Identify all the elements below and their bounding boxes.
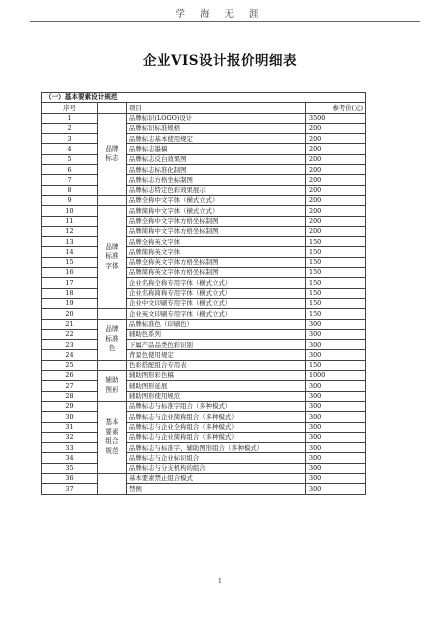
item-price: 200 <box>306 144 366 154</box>
row-number: 10 <box>42 206 98 216</box>
row-number: 31 <box>42 422 98 432</box>
item-price: 3500 <box>306 113 366 123</box>
item-price: 300 <box>306 381 366 391</box>
column-header-item: 项目 <box>127 103 306 113</box>
table-row <box>42 288 366 298</box>
item-name: 品牌标志方格坐标制图 <box>127 175 306 185</box>
table-row <box>42 216 366 226</box>
table-row <box>42 360 366 370</box>
item-price: 150 <box>306 360 366 370</box>
item-name: 品牌标志反白效果图 <box>127 154 306 164</box>
row-number: 20 <box>42 309 98 319</box>
item-name: 品牌全称中文字体（横式立式） <box>127 195 306 205</box>
row-number: 14 <box>42 247 98 257</box>
row-number: 3 <box>42 134 98 144</box>
table-row <box>42 154 366 164</box>
item-price: 300 <box>306 422 366 432</box>
row-number: 6 <box>42 165 98 175</box>
item-name: 辅助图形使用规范 <box>127 391 306 401</box>
item-price: 300 <box>306 329 366 339</box>
table-row <box>42 278 366 288</box>
row-number: 17 <box>42 278 98 288</box>
item-price: 200 <box>306 154 366 164</box>
section-title-row <box>42 93 366 103</box>
item-name: 品牌标志与企业简称组合（多种模式） <box>127 432 306 442</box>
item-price: 300 <box>306 432 366 442</box>
row-number: 27 <box>42 381 98 391</box>
item-price: 1000 <box>306 371 366 381</box>
item-price: 300 <box>306 350 366 360</box>
table-row <box>42 443 366 453</box>
item-name: 品牌标准色（印刷色） <box>127 319 306 329</box>
price-table <box>41 92 366 495</box>
category-cell: 品牌 标准 色 <box>98 319 127 360</box>
table-row <box>42 401 366 411</box>
item-price: 200 <box>306 165 366 175</box>
item-name: 基本要素禁止组合模式 <box>127 473 306 483</box>
category-cell: 品牌 标志 <box>98 113 127 195</box>
item-name: 色彩搭配组合专用表 <box>127 360 306 370</box>
item-name: 品牌简称中文字体方格坐标制图 <box>127 226 306 236</box>
table-row <box>42 453 366 463</box>
table-row <box>42 123 366 133</box>
table-row <box>42 226 366 236</box>
item-name: 品牌标志基本使用规定 <box>127 134 306 144</box>
item-name: 品牌标志与标准字、辅助图形组合（多种模式） <box>127 443 306 453</box>
row-number: 32 <box>42 432 98 442</box>
running-header: 学 海 无 涯 <box>175 9 265 20</box>
item-name: 禁例 <box>127 484 306 494</box>
table-row <box>42 237 366 247</box>
item-price: 200 <box>306 216 366 226</box>
table-row <box>42 422 366 432</box>
page-number: 1 <box>217 577 223 585</box>
category-cell <box>98 473 127 494</box>
row-number: 1 <box>42 113 98 123</box>
document-title: 企业VIS设计报价明细表 <box>142 53 298 69</box>
row-number: 16 <box>42 268 98 278</box>
header-rule <box>30 21 420 22</box>
table-row <box>42 412 366 422</box>
price-table-body <box>42 93 366 495</box>
column-header-price: 参考价(元) <box>306 103 366 113</box>
item-name: 品牌全称英文字体方格坐标制图 <box>127 257 306 267</box>
table-row <box>42 175 366 185</box>
table-row <box>42 268 366 278</box>
item-name: 品牌标志与企业简称组合（多种模式） <box>127 412 306 422</box>
item-price: 300 <box>306 443 366 453</box>
item-price: 200 <box>306 206 366 216</box>
item-name: 品牌标识标准规格 <box>127 123 306 133</box>
item-name: 企业名称全称专用字体（横式立式） <box>127 278 306 288</box>
item-price: 300 <box>306 463 366 473</box>
row-number: 24 <box>42 350 98 360</box>
table-row <box>42 371 366 381</box>
item-price: 150 <box>306 288 366 298</box>
item-price: 150 <box>306 257 366 267</box>
table-row <box>42 298 366 308</box>
category-cell <box>98 195 127 205</box>
item-price: 300 <box>306 391 366 401</box>
row-number: 15 <box>42 257 98 267</box>
item-name: 企业英文印刷专用字体（横式立式） <box>127 309 306 319</box>
item-price: 300 <box>306 401 366 411</box>
item-name: 企业名称简称专用字体（横式立式） <box>127 288 306 298</box>
row-number: 5 <box>42 154 98 164</box>
item-price: 200 <box>306 134 366 144</box>
table-row <box>42 309 366 319</box>
table-row <box>42 350 366 360</box>
row-number: 4 <box>42 144 98 154</box>
item-price: 300 <box>306 340 366 350</box>
item-name: 辅助色系列 <box>127 329 306 339</box>
item-price: 150 <box>306 278 366 288</box>
table-row <box>42 391 366 401</box>
row-number: 8 <box>42 185 98 195</box>
item-name: 辅助图形延展 <box>127 381 306 391</box>
item-price: 300 <box>306 484 366 494</box>
item-name: 品牌标志墨稿 <box>127 144 306 154</box>
row-number: 23 <box>42 340 98 350</box>
table-row <box>42 185 366 195</box>
item-price: 150 <box>306 247 366 257</box>
table-row <box>42 165 366 175</box>
table-row <box>42 113 366 123</box>
row-number: 21 <box>42 319 98 329</box>
item-name: 品牌标志与标准字组合（多种模式） <box>127 401 306 411</box>
table-row <box>42 195 366 205</box>
item-name: 背景色使用规定 <box>127 350 306 360</box>
item-name: 辅助图形彩色稿 <box>127 371 306 381</box>
table-row <box>42 144 366 154</box>
row-number: 34 <box>42 453 98 463</box>
item-name: 品牌简称英文字体 <box>127 247 306 257</box>
table-row <box>42 340 366 350</box>
row-number: 2 <box>42 123 98 133</box>
row-number: 28 <box>42 391 98 401</box>
column-header-category <box>98 103 127 113</box>
category-cell: 基本 要素 组合 规范 <box>98 401 127 473</box>
item-name: 品牌简称英文字体方格坐标制图 <box>127 268 306 278</box>
item-price: 200 <box>306 175 366 185</box>
table-row <box>42 206 366 216</box>
row-number: 18 <box>42 288 98 298</box>
item-price: 200 <box>306 195 366 205</box>
category-cell <box>98 309 127 319</box>
item-price: 150 <box>306 298 366 308</box>
item-name: 品牌简称中文字体（横式立式） <box>127 206 306 216</box>
row-number: 12 <box>42 226 98 236</box>
row-number: 25 <box>42 360 98 370</box>
item-price: 150 <box>306 268 366 278</box>
row-number: 9 <box>42 195 98 205</box>
row-number: 26 <box>42 371 98 381</box>
category-cell <box>98 360 127 370</box>
row-number: 36 <box>42 473 98 483</box>
item-name: 品牌标志与企业标识组合 <box>127 453 306 463</box>
table-row <box>42 463 366 473</box>
item-price: 200 <box>306 123 366 133</box>
item-name: 品牌标志与分支机构的组合 <box>127 463 306 473</box>
table-row <box>42 329 366 339</box>
item-name: 企业中文印刷专用字体（横式立式） <box>127 298 306 308</box>
item-price: 150 <box>306 237 366 247</box>
item-name: 品牌全称中文字体方格坐标制图 <box>127 216 306 226</box>
table-row <box>42 257 366 267</box>
column-header-no: 序号 <box>42 103 98 113</box>
item-name: 品牌全称英文字体 <box>127 237 306 247</box>
row-number: 13 <box>42 237 98 247</box>
table-row <box>42 134 366 144</box>
item-name: 品牌标识(LOGO)设计 <box>127 113 306 123</box>
row-number: 37 <box>42 484 98 494</box>
row-number: 29 <box>42 401 98 411</box>
item-price: 300 <box>306 453 366 463</box>
section-title: （一）基本要素设计规范 <box>42 93 366 103</box>
table-row <box>42 484 366 494</box>
item-price: 200 <box>306 185 366 195</box>
table-row <box>42 247 366 257</box>
row-number: 30 <box>42 412 98 422</box>
row-number: 7 <box>42 175 98 185</box>
column-header-row <box>42 103 366 113</box>
table-row <box>42 432 366 442</box>
row-number: 33 <box>42 443 98 453</box>
item-price: 300 <box>306 473 366 483</box>
item-price: 300 <box>306 319 366 329</box>
table-row <box>42 319 366 329</box>
item-name: 品牌标志标准化制图 <box>127 165 306 175</box>
table-row <box>42 473 366 483</box>
table-row <box>42 381 366 391</box>
item-name: 品牌标志特定色彩效果展示 <box>127 185 306 195</box>
item-name: 品牌标志与企业全称组合（多种模式） <box>127 422 306 432</box>
item-name: 下属产品品类色彩识别 <box>127 340 306 350</box>
row-number: 22 <box>42 329 98 339</box>
item-price: 200 <box>306 226 366 236</box>
row-number: 19 <box>42 298 98 308</box>
category-cell: 品牌 标准 字体 <box>98 206 127 309</box>
item-price: 300 <box>306 412 366 422</box>
category-cell: 辅助 图形 <box>98 371 127 402</box>
row-number: 11 <box>42 216 98 226</box>
item-price: 150 <box>306 309 366 319</box>
row-number: 35 <box>42 463 98 473</box>
